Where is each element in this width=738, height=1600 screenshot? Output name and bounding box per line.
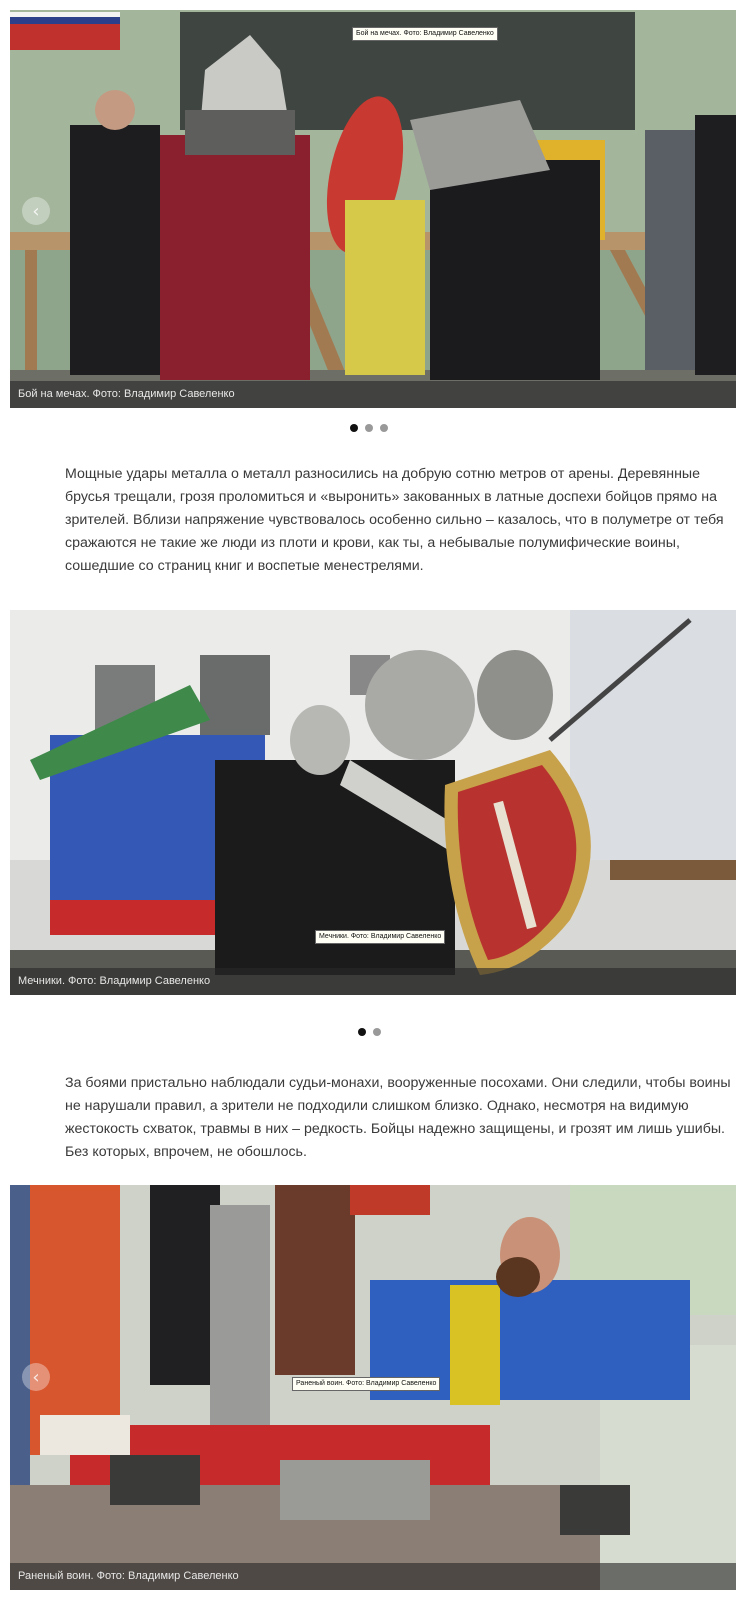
photo-slider-2[interactable]: [10, 610, 736, 995]
paragraph-text: За боями пристально наблюдали судьи-монахи, вооруженные посохами. Они следили, чтобы воины не нарушали правил, а зрители не подходили слишком близко. Однако, несмотря на видимую жестокость схваток, травмы в них – редкость. Бойцы надежно защищены, и грозят им лишь ушибы. Без которых, впрочем, не обошлось.: [65, 1075, 731, 1160]
photo-caption: Мечники. Фото: Владимир Савеленко: [10, 968, 736, 995]
photo-sword-fight: [10, 10, 736, 408]
slider-dot[interactable]: [373, 1028, 381, 1036]
chevron-left-icon[interactable]: ‹: [22, 1363, 50, 1391]
photo-slider-3[interactable]: [10, 1185, 736, 1590]
paragraph-text: Мощные удары металла о металл разносились на добрую сотню метров от арены. Деревянные брусья трещали, грозя проломиться и «выронить» закованных в латные доспехи бойцов прямо на зрителей. Вблизи напряжение чувствовалось особенно сильно – казалось, что в полуметре от тебя сражаются не такие же люди из плоти и крови, как ты, а небывалые полумифические воины, сошедшие со страниц книг и воспетые менестрелями.: [65, 466, 724, 574]
photo-slider-1[interactable]: [10, 10, 736, 408]
chevron-left-icon[interactable]: ‹: [22, 197, 50, 225]
slider-dot[interactable]: [365, 424, 373, 432]
slider-dots-2: [0, 1028, 738, 1036]
photo-tooltip: Бой на мечах. Фото: Владимир Савеленко: [352, 27, 498, 41]
slider-dot[interactable]: [380, 424, 388, 432]
photo-tooltip: Мечники. Фото: Владимир Савеленко: [315, 930, 445, 944]
photo-tooltip: Раненый воин. Фото: Владимир Савеленко: [292, 1377, 440, 1391]
photo-caption: Бой на мечах. Фото: Владимир Савеленко: [10, 381, 736, 408]
article-paragraph: [65, 1072, 735, 1164]
article-paragraph: [65, 463, 735, 578]
slider-dot[interactable]: [350, 424, 358, 432]
slider-dots-1: [0, 424, 738, 432]
photo-caption: Раненый воин. Фото: Владимир Савеленко: [10, 1563, 736, 1590]
slider-dot[interactable]: [358, 1028, 366, 1036]
